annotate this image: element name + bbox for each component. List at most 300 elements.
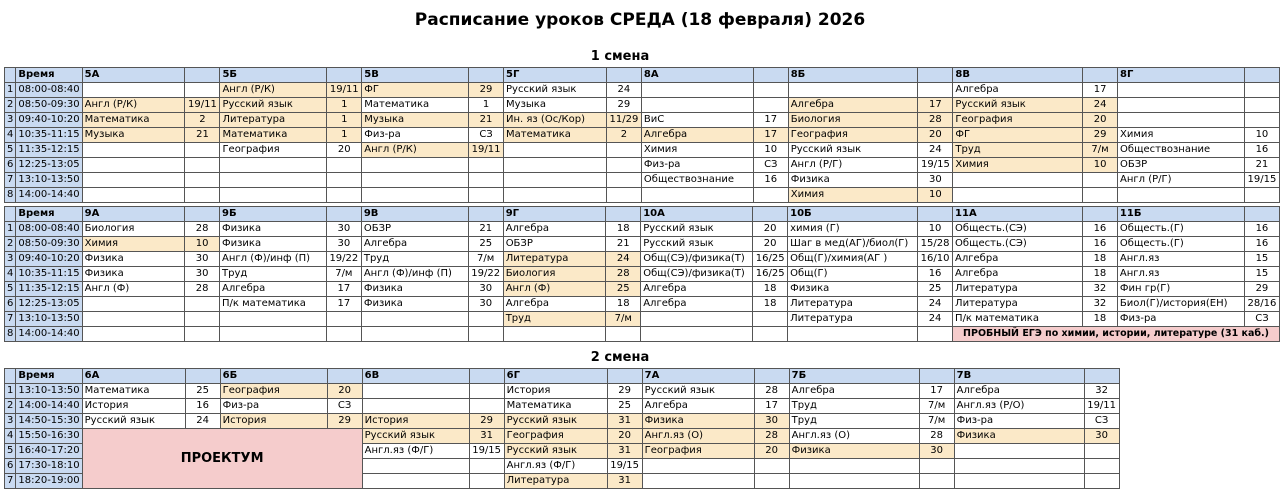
subject-cell (641, 312, 753, 327)
page-title: Расписание уроков СРЕДА (18 февраля) 2026 (414, 10, 866, 30)
lesson-row (5, 83, 1280, 98)
subject-cell: История (362, 414, 469, 429)
room-cell: 19/11 (327, 83, 362, 98)
class-header-row (5, 369, 1120, 384)
subject-cell (82, 83, 185, 98)
subject-cell (1118, 113, 1245, 128)
subject-cell: Биология (503, 267, 606, 282)
room-cell (469, 459, 504, 474)
room-cell: 20 (753, 222, 788, 237)
schedule-table-shift-1-part-1 (4, 67, 1280, 203)
room-cell: 19/15 (1244, 173, 1279, 188)
room-cell: 20 (754, 444, 789, 459)
subject-cell: Обществознание (1118, 143, 1245, 158)
room-cell: 16 (185, 399, 220, 414)
subject-cell: Труд (789, 399, 919, 414)
room-cell: 17 (918, 98, 953, 113)
room-cell: 30 (468, 297, 503, 312)
room-cell: 21 (606, 237, 641, 252)
projectum-block: ПРОЕКТУМ (82, 429, 362, 489)
room-cell: 20 (753, 237, 788, 252)
room-cell: 29 (606, 98, 641, 113)
subject-cell (362, 474, 469, 489)
room-cell (469, 173, 504, 188)
room-cell: 1 (469, 98, 504, 113)
room-cell: 16 (1244, 222, 1279, 237)
subject-cell: Алгебра (503, 222, 606, 237)
subject-cell: Англ (Ф)/инф (П) (361, 267, 468, 282)
subject-cell (220, 188, 327, 203)
room-cell: СЗ (1084, 414, 1119, 429)
room-cell: 17 (919, 384, 954, 399)
room-cell: 28/16 (1244, 297, 1279, 312)
time-cell: 18:20-19:00 (16, 474, 82, 489)
subject-cell (1118, 83, 1245, 98)
class-name: 8В (953, 68, 1083, 83)
row-number: 6 (5, 459, 16, 474)
class-name: 7В (954, 369, 1084, 384)
class-name: 11А (953, 207, 1083, 222)
subject-cell: Обществознание (641, 173, 753, 188)
row-number: 3 (5, 252, 16, 267)
row-number: 6 (5, 297, 16, 312)
subject-cell: Алгебра (788, 98, 918, 113)
row-number: 3 (5, 414, 16, 429)
subject-cell (504, 188, 607, 203)
room-cell (185, 173, 220, 188)
subject-cell: Русский язык (362, 429, 469, 444)
room-cell: 19/15 (918, 158, 953, 173)
subject-cell: Литература (953, 297, 1083, 312)
subject-cell: Алгебра (641, 128, 753, 143)
subject-cell: Физика (82, 252, 185, 267)
class-room-header (606, 207, 641, 222)
subject-cell (642, 474, 754, 489)
shift-2-label: 2 смена (590, 350, 650, 365)
subject-cell: Англ (Р/К) (82, 98, 185, 113)
subject-cell: Общесть.(Г) (1117, 237, 1244, 252)
room-cell: 21 (1244, 158, 1279, 173)
room-cell: 10 (1244, 128, 1279, 143)
subject-cell: Англ.яз (Ф/Г) (362, 444, 469, 459)
time-header: Время (16, 207, 82, 222)
subject-cell: Математика (504, 128, 607, 143)
time-cell: 08:50-09:30 (16, 98, 82, 113)
subject-cell: Труд (220, 267, 327, 282)
subject-cell: История (220, 414, 327, 429)
room-cell: 16 (918, 267, 953, 282)
room-cell: 20 (1083, 113, 1118, 128)
subject-cell: Русский язык (504, 414, 607, 429)
room-cell (606, 173, 641, 188)
subject-cell: Алгебра (953, 252, 1083, 267)
row-number: 5 (5, 282, 16, 297)
subject-cell: Физ-ра (1117, 312, 1244, 327)
class-name: 6А (82, 369, 185, 384)
room-cell (918, 327, 953, 342)
time-cell: 13:10-13:50 (16, 312, 82, 327)
room-cell: 17 (753, 113, 788, 128)
room-cell (468, 312, 503, 327)
subject-cell: Ин. яз (Ос/Кор) (504, 113, 607, 128)
subject-cell: П/к математика (220, 297, 327, 312)
subject-cell: Физика (642, 414, 754, 429)
room-cell: 30 (919, 444, 954, 459)
room-cell (468, 327, 503, 342)
subject-cell: Общесть.(СЭ) (953, 222, 1083, 237)
room-cell: 10 (185, 237, 220, 252)
class-room-header (469, 68, 504, 83)
class-name: 10А (641, 207, 753, 222)
room-cell: 19/11 (1084, 399, 1119, 414)
subject-cell: ОБЗР (361, 222, 468, 237)
room-cell: 2 (606, 128, 641, 143)
row-number: 2 (5, 98, 16, 113)
row-number: 2 (5, 237, 16, 252)
subject-cell (788, 83, 918, 98)
row-number: 7 (5, 173, 16, 188)
room-cell: 7/м (606, 312, 641, 327)
room-cell: 15 (1244, 267, 1279, 282)
room-cell (185, 312, 220, 327)
room-cell: 24 (918, 143, 953, 158)
room-cell: 28 (918, 113, 953, 128)
room-cell: 29 (607, 384, 642, 399)
time-cell: 16:40-17:20 (16, 444, 82, 459)
subject-cell (82, 188, 185, 203)
ege-note: ПРОБНЫЙ ЕГЭ по химии, истории, литературе (31 каб.) (953, 327, 1280, 342)
lesson-row (5, 252, 1280, 267)
lesson-row (5, 188, 1280, 203)
subject-cell (362, 384, 469, 399)
lesson-row (5, 414, 1120, 429)
row-number-header (5, 68, 16, 83)
subject-cell (641, 188, 753, 203)
room-cell: 30 (185, 252, 220, 267)
room-cell: 25 (607, 399, 642, 414)
class-room-header (918, 68, 953, 83)
room-cell (185, 188, 220, 203)
subject-cell: Музыка (504, 98, 607, 113)
room-cell (606, 143, 641, 158)
room-cell: 24 (606, 252, 641, 267)
room-cell (185, 158, 220, 173)
row-number: 5 (5, 444, 16, 459)
room-cell (606, 158, 641, 173)
room-cell: 31 (607, 474, 642, 489)
lesson-row (5, 327, 1280, 342)
subject-cell: Математика (504, 399, 607, 414)
subject-cell: География (953, 113, 1083, 128)
subject-cell: Биология (788, 113, 918, 128)
class-room-header (919, 369, 954, 384)
class-name: 7А (642, 369, 754, 384)
subject-cell: Музыка (362, 113, 469, 128)
subject-cell: Алгебра (641, 282, 753, 297)
subject-cell: ОБЗР (1118, 158, 1245, 173)
subject-cell: Общ(Г) (788, 267, 918, 282)
room-cell (919, 459, 954, 474)
room-cell (753, 98, 788, 113)
subject-cell: Литература (788, 297, 918, 312)
room-cell (469, 474, 504, 489)
room-cell: 16 (1244, 143, 1279, 158)
subject-cell (362, 399, 469, 414)
subject-cell: Русский язык (220, 98, 327, 113)
room-cell: 16 (1244, 237, 1279, 252)
subject-cell: Фин гр(Г) (1117, 282, 1244, 297)
subject-cell: Биол(Г)/история(ЕН) (1117, 297, 1244, 312)
room-cell: 30 (326, 222, 361, 237)
room-cell: 29 (1244, 282, 1279, 297)
time-cell: 14:00-14:40 (16, 327, 82, 342)
time-cell: 08:00-08:40 (16, 222, 82, 237)
room-cell: 17 (326, 297, 361, 312)
lesson-row (5, 267, 1280, 282)
room-cell (753, 83, 788, 98)
room-cell: 18 (753, 297, 788, 312)
row-number-header (5, 207, 16, 222)
room-cell (185, 143, 220, 158)
subject-cell: Физ-ра (220, 399, 327, 414)
subject-cell: Англ (Р/Г) (788, 158, 918, 173)
room-cell: 18 (753, 282, 788, 297)
room-cell (1084, 444, 1119, 459)
class-room-header (1082, 207, 1117, 222)
row-number: 7 (5, 474, 16, 489)
subject-cell: Англ (Р/К) (362, 143, 469, 158)
subject-cell: Англ (Р/Г) (1118, 173, 1245, 188)
subject-cell (220, 312, 327, 327)
room-cell: 21 (468, 222, 503, 237)
subject-cell: Англ.яз (О) (789, 429, 919, 444)
subject-cell: Алгебра (789, 384, 919, 399)
room-cell: 17 (754, 399, 789, 414)
room-cell: 30 (185, 267, 220, 282)
room-cell (469, 158, 504, 173)
class-header-row (5, 207, 1280, 222)
subject-cell: Англ.яз (О) (642, 429, 754, 444)
room-cell: 10 (918, 188, 953, 203)
room-cell: 29 (327, 414, 362, 429)
time-cell: 10:35-11:15 (16, 128, 82, 143)
row-number: 5 (5, 143, 16, 158)
subject-cell: Музыка (82, 128, 185, 143)
time-header: Время (16, 68, 82, 83)
subject-cell (82, 143, 185, 158)
subject-cell: Англ (Ф)/инф (П) (220, 252, 327, 267)
room-cell: 25 (468, 237, 503, 252)
subject-cell (788, 327, 918, 342)
subject-cell: Англ (Ф) (82, 282, 185, 297)
subject-cell: Физ-ра (362, 128, 469, 143)
subject-cell: Труд (503, 312, 606, 327)
class-name: 5Б (220, 68, 327, 83)
room-cell (327, 158, 362, 173)
room-cell: 16/25 (753, 267, 788, 282)
room-cell (469, 384, 504, 399)
lesson-row (5, 128, 1280, 143)
room-cell (326, 312, 361, 327)
subject-cell (1118, 98, 1245, 113)
class-room-header (753, 68, 788, 83)
room-cell (327, 173, 362, 188)
room-cell: 2 (185, 113, 220, 128)
time-cell: 08:00-08:40 (16, 83, 82, 98)
time-cell: 10:35-11:15 (16, 267, 82, 282)
lesson-row (5, 312, 1280, 327)
room-cell: 19/15 (607, 459, 642, 474)
time-cell: 09:40-10:20 (16, 252, 82, 267)
room-cell: 30 (1084, 429, 1119, 444)
class-room-header (1244, 207, 1279, 222)
row-number: 6 (5, 158, 16, 173)
row-number: 1 (5, 222, 16, 237)
time-cell: 08:50-09:30 (16, 237, 82, 252)
subject-cell: Математика (82, 113, 185, 128)
subject-cell: Англ.яз (1117, 252, 1244, 267)
room-cell: 19/11 (469, 143, 504, 158)
subject-cell: География (788, 128, 918, 143)
room-cell: 30 (326, 237, 361, 252)
room-cell (469, 188, 504, 203)
subject-cell: химия (Г) (788, 222, 918, 237)
room-cell: 21 (469, 113, 504, 128)
room-cell: 20 (327, 384, 362, 399)
subject-cell: Русский язык (641, 237, 753, 252)
time-cell: 11:35-12:15 (16, 282, 82, 297)
room-cell: 7/м (919, 399, 954, 414)
room-cell: 18 (606, 297, 641, 312)
room-cell: 28 (185, 282, 220, 297)
subject-cell: Алгебра (503, 297, 606, 312)
subject-cell: Литература (504, 474, 607, 489)
room-cell: 16/25 (753, 252, 788, 267)
subject-cell: География (504, 429, 607, 444)
subject-cell (504, 173, 607, 188)
row-number: 2 (5, 399, 16, 414)
room-cell: 29 (469, 83, 504, 98)
subject-cell: Англ (Р/К) (220, 83, 327, 98)
subject-cell (954, 474, 1084, 489)
room-cell: 28 (754, 384, 789, 399)
row-number: 4 (5, 429, 16, 444)
class-room-header (468, 207, 503, 222)
row-number-header (5, 369, 16, 384)
room-cell: 28 (606, 267, 641, 282)
room-cell: 15/28 (918, 237, 953, 252)
class-name: 8Г (1118, 68, 1245, 83)
lesson-row (5, 282, 1280, 297)
room-cell: 16 (753, 173, 788, 188)
class-room-header (607, 369, 642, 384)
room-cell: 30 (754, 414, 789, 429)
room-cell (469, 399, 504, 414)
subject-cell: Шаг в мед(АГ)/биол(Г) (788, 237, 918, 252)
subject-cell: Биология (82, 222, 185, 237)
class-name: 6Г (504, 369, 607, 384)
subject-cell (361, 327, 468, 342)
room-cell: 20 (327, 143, 362, 158)
room-cell: 24 (1083, 98, 1118, 113)
row-number: 7 (5, 312, 16, 327)
subject-cell: Математика (362, 98, 469, 113)
room-cell: 20 (918, 128, 953, 143)
class-room-header (185, 68, 220, 83)
room-cell: СЗ (469, 128, 504, 143)
subject-cell (220, 173, 327, 188)
class-room-header (185, 207, 220, 222)
room-cell (754, 459, 789, 474)
subject-cell: Общесть.(СЭ) (953, 237, 1083, 252)
room-cell: 25 (185, 384, 220, 399)
shift-1-label: 1 смена (590, 49, 650, 64)
room-cell: 30 (918, 173, 953, 188)
subject-cell (953, 188, 1083, 203)
class-room-header (754, 369, 789, 384)
subject-cell (954, 459, 1084, 474)
subject-cell: Физика (82, 267, 185, 282)
room-cell: 25 (606, 282, 641, 297)
subject-cell: ФГ (953, 128, 1083, 143)
room-cell: 30 (468, 282, 503, 297)
subject-cell: Англ.яз (Р/О) (954, 399, 1084, 414)
room-cell: 24 (918, 297, 953, 312)
room-cell: 24 (918, 312, 953, 327)
subject-cell: Русский язык (504, 444, 607, 459)
room-cell: 19/22 (326, 252, 361, 267)
lesson-row (5, 98, 1280, 113)
subject-cell: Физика (789, 444, 919, 459)
room-cell (754, 474, 789, 489)
room-cell: 15 (1244, 252, 1279, 267)
subject-cell (953, 173, 1083, 188)
subject-cell (642, 459, 754, 474)
subject-cell (954, 444, 1084, 459)
class-room-header (326, 207, 361, 222)
subject-cell: География (642, 444, 754, 459)
subject-cell: Англ (Ф) (503, 282, 606, 297)
room-cell (326, 327, 361, 342)
room-cell: 17 (753, 128, 788, 143)
room-cell: 32 (1084, 384, 1119, 399)
row-number: 3 (5, 113, 16, 128)
subject-cell: Химия (788, 188, 918, 203)
room-cell: 28 (754, 429, 789, 444)
lesson-row (5, 399, 1120, 414)
room-cell: 7/м (326, 267, 361, 282)
room-cell: 28 (919, 429, 954, 444)
row-number: 8 (5, 188, 16, 203)
time-cell: 15:50-16:30 (16, 429, 82, 444)
class-name: 9В (361, 207, 468, 222)
subject-cell: Литература (503, 252, 606, 267)
subject-cell: Общесть.(Г) (1117, 222, 1244, 237)
class-name: 5А (82, 68, 185, 83)
subject-cell (82, 158, 185, 173)
room-cell: 25 (918, 282, 953, 297)
subject-cell: Русский язык (504, 83, 607, 98)
subject-cell: П/к математика (953, 312, 1083, 327)
subject-cell: География (220, 143, 327, 158)
subject-cell: Физика (220, 237, 327, 252)
subject-cell: Физика (220, 222, 327, 237)
room-cell: 16 (1082, 237, 1117, 252)
room-cell (606, 188, 641, 203)
subject-cell: Алгебра (642, 399, 754, 414)
subject-cell: ОБЗР (503, 237, 606, 252)
room-cell: 18 (606, 222, 641, 237)
